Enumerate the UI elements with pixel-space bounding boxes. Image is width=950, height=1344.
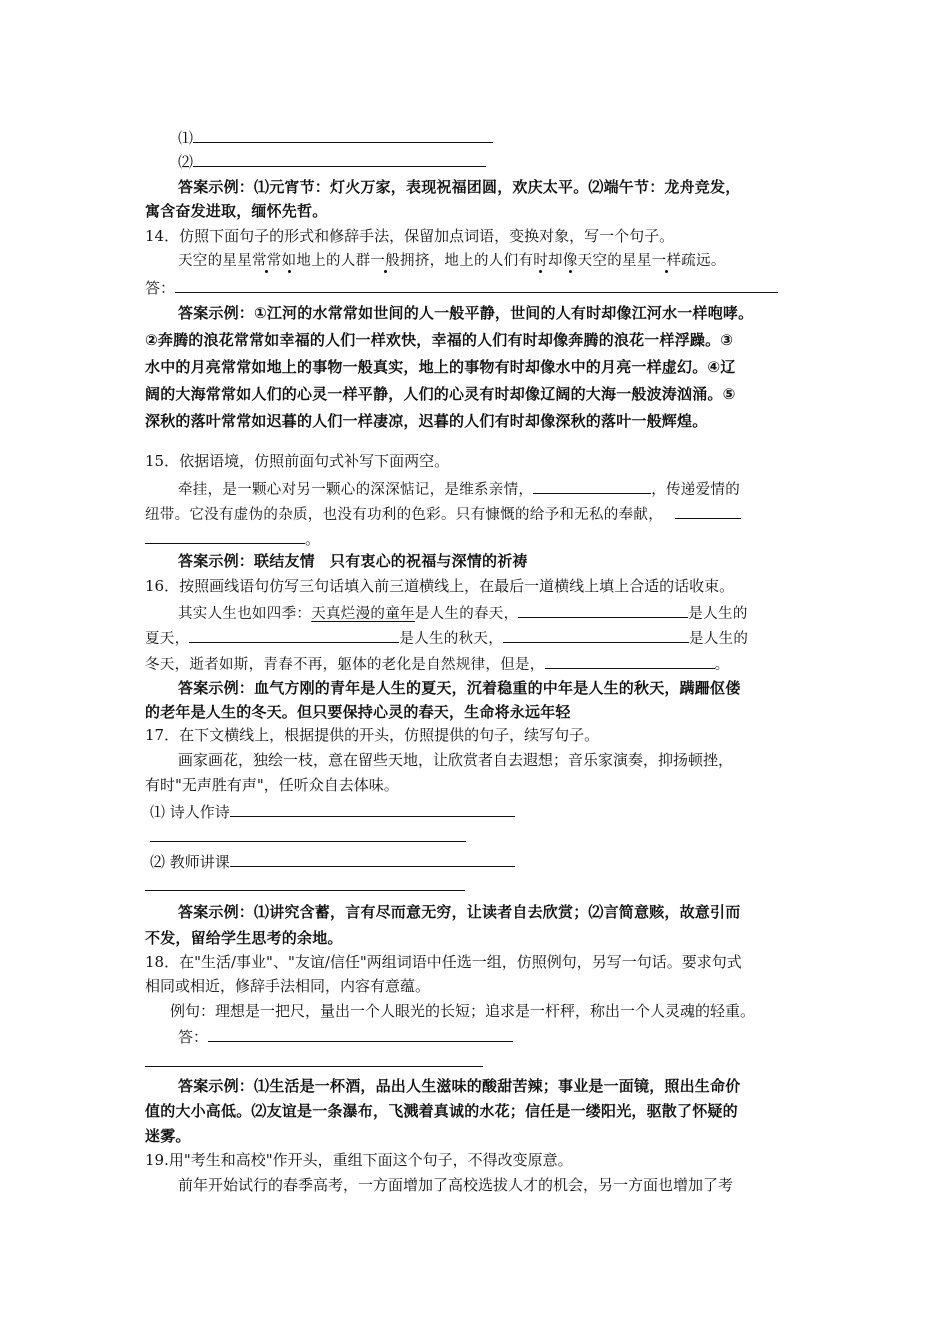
q17-answer-line-2: 不发，留给学生思考的余地。 [145,929,343,947]
q17-text-line-1: 画家画花，独绘一枝，意在留些天地，让欣赏者自去遐想；音乐家演奏，抑扬顿挫， [178,751,734,769]
example-text: 天空的星星 [577,253,652,269]
q13-blank-2 [178,151,486,172]
answer-blank[interactable] [675,503,741,519]
passage-text: 其实人生也如四季： [178,606,312,622]
answer-blank[interactable] [545,653,715,669]
passage-text: ，传递爱情的 [651,482,741,498]
q13-answer-line-1: 答案示例：⑴元宵节：灯火万家，表现祝福团圆，欢庆太平。⑵端午节：龙舟竞发， [178,178,741,196]
emphasis-dotted-word: 一样 [651,253,682,269]
passage-text: 是人生的 [689,631,749,647]
answer-line[interactable] [208,1026,513,1042]
q16-text-line-1 [178,602,748,624]
answer-line-continued[interactable] [145,1066,483,1067]
answer-line-continued[interactable] [145,890,465,891]
answer-line[interactable] [230,801,515,817]
q18-answer-line-2: 值的大小高低。⑵友谊是一条瀑布，飞溅着真诚的水花；信任是一缕阳光，驱散了怀疑的 [145,1102,738,1120]
q14-answer-line-3: 水中的月亮常常如地上的事物一般真实，地上的事物有时却像水中的月亮一样虚幻。④辽 [145,358,736,376]
underlined-model-phrase: 天真烂漫的童年 [311,606,415,622]
answer-blank[interactable] [533,478,651,494]
punctuation: 。 [305,530,321,548]
q17-answer-line-1: 答案示例：⑴讲究含蓄，言有尽而意无穷，让读者自去欣赏；⑵言简意赅，故意引而 [178,903,741,921]
passage-text: 夏天， [145,631,190,647]
example-text: 地上的人群 [296,253,371,269]
q16-answer-line-1: 答案示例：血气方刚的青年是人生的夏天，沉着稳重的中年是人生的秋天，蹒跚伛偻 [178,679,741,697]
item-label: ⑴ 诗人作诗 [150,803,230,821]
emphasis-dotted-word: 像 [562,253,578,269]
blank-label: ⑴ [178,129,194,147]
emphasis-dotted-word: 一般 [370,253,401,269]
q14-answer-line-4: 阔的大海常常如人们的心灵一样平静，人们的心灵有时却像辽阔的大海一般波涛汹涌。⑤ [145,385,736,403]
q17-item-1 [150,801,515,822]
example-text: 拥挤，地上的人们 [400,253,519,269]
passage-text: 是人生的 [688,606,748,622]
q14-answer-line-5: 深秋的落叶常常如迟暮的人们一样凄凉，迟暮的人们有时却像深秋的落叶一般辉煌。 [145,412,708,430]
q18-answer-row [178,1026,513,1047]
q14-answer-line-2: ②奔腾的浪花常常如幸福的人们一样欢快，幸福的人们有时却像奔腾的浪花一样浮躁。③ [145,331,734,349]
answer-blank[interactable] [189,627,399,643]
q15-stem: 15．依据语境，仿照前面句式补写下面两空。 [145,452,450,470]
q17-text-line-2: 有时"无声胜有声"，任听众自去体味。 [145,776,399,794]
answer-line[interactable] [193,151,486,167]
answer-line-continued[interactable] [150,841,466,842]
q16-text-line-3 [145,653,729,675]
q15-answer: 答案示例：联结友情 只有衷心的祝福与深情的祈祷 [178,552,528,570]
q18-stem-line-1: 18．在"生活/事业"、"友谊/信任"两组词语中任选一组，仿照例句，另写一句话。要求句式 [145,953,742,971]
q16-answer-line-2: 的老年是人生的冬天。但只要保持心灵的春天，生命将永远年轻 [145,703,571,721]
q18-example: 例句：理想是一把尺，量出一个人眼光的长短；追求是一杆秤，称出一个人灵魂的轻重。 [170,1002,756,1020]
q18-answer-line-1: 答案示例：⑴生活是一杯酒，品出人生滋味的酸甜苦辣；事业是一面镜，照出生命价 [178,1077,741,1095]
emphasis-dotted-word: 有时却 [518,253,563,269]
answer-label: 答： [178,1028,209,1046]
q19-stem: 19.用"考生和高校"作开头，重组下面这个句子，不得改变原意。 [145,1151,573,1169]
example-text: 疏远。 [681,253,726,269]
passage-text: 是人生的秋天， [399,631,504,647]
passage-text: 是人生的春天， [414,606,519,622]
q16-stem: 16．按照画线语句仿写三句话填入前三道横线上，在最后一道横线上填上合适的话收束。 [145,577,735,595]
answer-line[interactable] [193,127,493,143]
q13-blank-1 [178,127,493,148]
q14-answer-row [145,277,778,298]
q17-stem: 17．在下文横线上，根据提供的开头，仿照提供的句子，续写句子。 [145,726,600,744]
q16-text-line-2 [145,627,748,649]
answer-blank[interactable] [503,627,689,643]
example-text: 天空的星星 [178,253,252,269]
q18-answer-line-3: 迷雾。 [145,1127,191,1145]
answer-blank-continued[interactable] [145,528,305,544]
answer-line[interactable] [175,277,778,293]
q14-stem: 14．仿照下面句子的形式和修辞手法，保留加点词语，变换对象，写一个句子。 [145,227,675,245]
answer-label: 答： [145,279,176,297]
q14-answer-line-1: 答案示例：①江河的水常常如世间的人一般平静，世间的人有时却像江河水一样咆哮。 [178,304,754,322]
q19-text-line-1: 前年开始试行的春季高考，一方面增加了高校选拔人才的机会，另一方面也增加了考 [178,1176,734,1194]
q13-answer-line-2: 寓含奋发进取，缅怀先哲。 [145,202,328,220]
q15-text-line-1 [178,478,740,500]
q15-text-line-2 [145,503,741,525]
q14-example-sentence [178,251,726,271]
passage-text: 冬天，逝者如斯，青春不再，躯体的老化是自然规律，但是， [145,657,545,673]
item-label: ⑵ 教师讲课 [150,853,230,871]
q18-stem-line-2: 相同或相近，修辞手法相同，内容有意蕴。 [145,977,431,995]
emphasis-dotted-word: 如 [281,253,297,269]
passage-text: 纽带。它没有虚伪的杂质，也没有功利的色彩。只有慷慨的给予和无私的奉献， [145,507,663,523]
q17-item-2 [150,851,515,872]
emphasis-dotted-word: 常常 [252,253,282,269]
answer-line[interactable] [230,851,515,867]
blank-label: ⑵ [178,153,194,171]
q15-text-line-3 [145,528,320,549]
answer-blank[interactable] [518,602,688,618]
punctuation: 。 [714,657,730,673]
passage-text: 牵挂，是一颗心对另一颗心的深深惦记，是维系亲情， [178,482,534,498]
